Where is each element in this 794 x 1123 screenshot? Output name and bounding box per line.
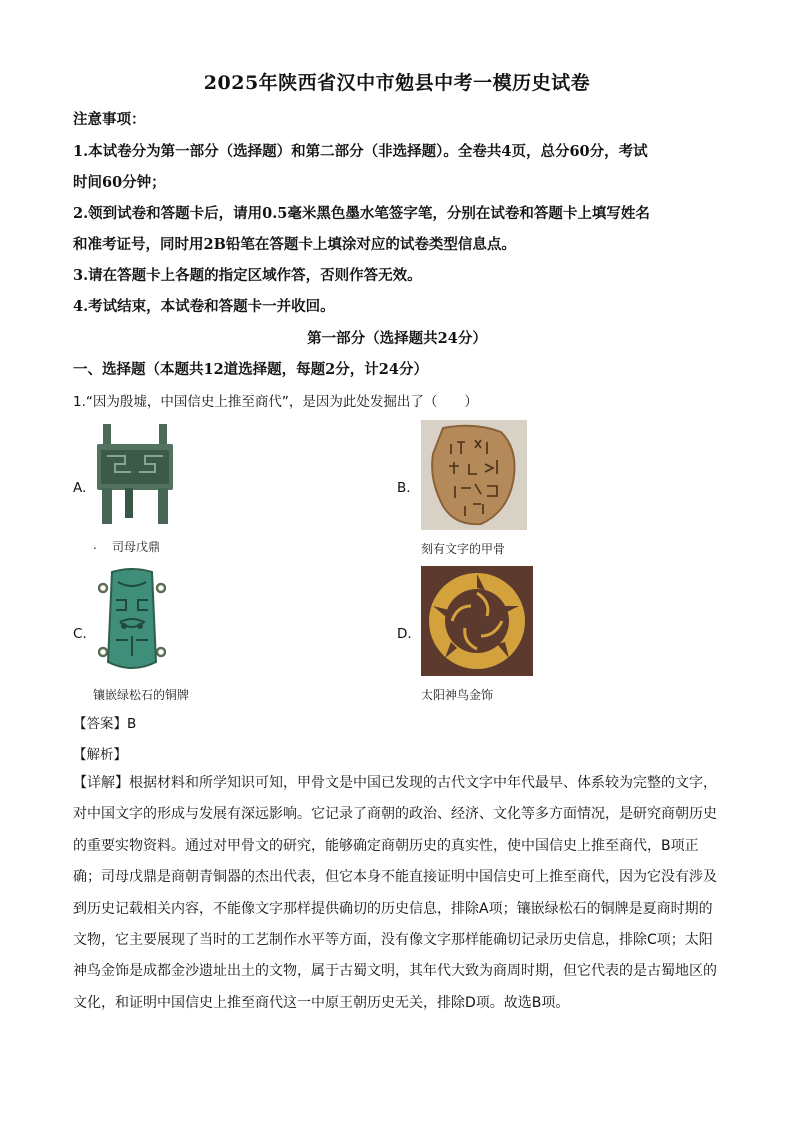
option-a-caption: 司母戊鼎: [112, 540, 161, 554]
analysis-line: 【详解】根据材料和所学知识可知，甲骨文是中国已发现的古代文字中年代最早、体系较为完整的文字，: [73, 775, 717, 791]
page-title: 2025年陕西省汉中市勉县中考一模历史试卷: [203, 72, 591, 94]
part-heading: 第一部分（选择题共24分）: [307, 330, 487, 347]
notice-heading: 注意事项：: [73, 111, 146, 128]
option-a-letter: A.: [73, 480, 87, 496]
option-b-caption: 刻有文字的甲骨: [421, 542, 506, 556]
notice-item: 1.本试卷分为第一部分（选择题）和第二部分（非选择题）。全卷共4页，总分60分，考试: [73, 143, 648, 160]
section-heading: 一、选择题（本题共12道选择题，每题2分，计24分）: [73, 361, 428, 378]
option-c-caption: 镶嵌绿松石的铜牌: [93, 688, 190, 702]
option-d-caption: 太阳神鸟金饰: [421, 688, 494, 702]
analysis-label: 【解析】: [73, 747, 127, 763]
analysis-line: 的重要实物资料。通过对甲骨文的研究，能够确定商朝历史的真实性，使中国信史上推至商代，B项正: [73, 837, 699, 854]
notice-item: 和准考证号，同时用2B铅笔在答题卡上填涂对应的试卷类型信息点。: [73, 236, 516, 253]
analysis-line: 文物，它主要展现了当时的工艺制作水平等方面，没有像文字那样能确切记录历史信息，排除C项；太阳: [73, 932, 713, 949]
sun-bird-gold-icon: [421, 566, 533, 676]
option-c-letter: C.: [73, 626, 87, 642]
turquoise-plaque-icon: [98, 566, 166, 676]
analysis-line: 到历史记载相关内容，不能像文字那样提供确切的历史信息，排除A项；镶嵌绿松石的铜牌是夏商时期的: [73, 900, 713, 917]
analysis-line: 对中国文字的形成与发展有深远影响。它记录了商朝的政治、经济、文化等多方面情况，是研究商朝历史: [73, 806, 717, 823]
option-b-letter: B.: [397, 480, 411, 496]
notice-item: 2.领到试卷和答题卡后，请用0.5毫米黑色墨水笔签字笔，分别在试卷和答题卡上填写姓名: [73, 205, 650, 222]
question-stem: 1.“因为殷墟，中国信史上推至商代”，是因为此处发掘出了（ ）: [73, 394, 478, 410]
bronze-ding-icon: [93, 422, 177, 526]
notice-item: 4.考试结束，本试卷和答题卡一并收回。: [73, 298, 335, 315]
oracle-bone-icon: [421, 420, 527, 530]
analysis-line: 确；司母戊鼎是商朝青铜器的杰出代表，但它本身不能直接证明中国信史可上推至商代，因为它没有涉及: [73, 869, 717, 886]
notice-item: 时间60分钟；: [73, 174, 166, 191]
option-d-letter: D.: [397, 626, 412, 642]
option-a-caption-dot: .: [93, 538, 97, 552]
answer-label: 【答案】B: [73, 716, 137, 732]
analysis-line: 文化，和证明中国信史上推至商代这一中原王朝历史无关，排除D项。故选B项。: [73, 994, 570, 1011]
analysis-line: 神鸟金饰是成都金沙遗址出土的文物，属于古蜀文明，其年代大致为商周时期，但它代表的是古蜀地区的: [73, 963, 717, 980]
notice-item: 3.请在答题卡上各题的指定区域作答，否则作答无效。: [73, 267, 422, 284]
analysis-body: [73, 768, 723, 1019]
